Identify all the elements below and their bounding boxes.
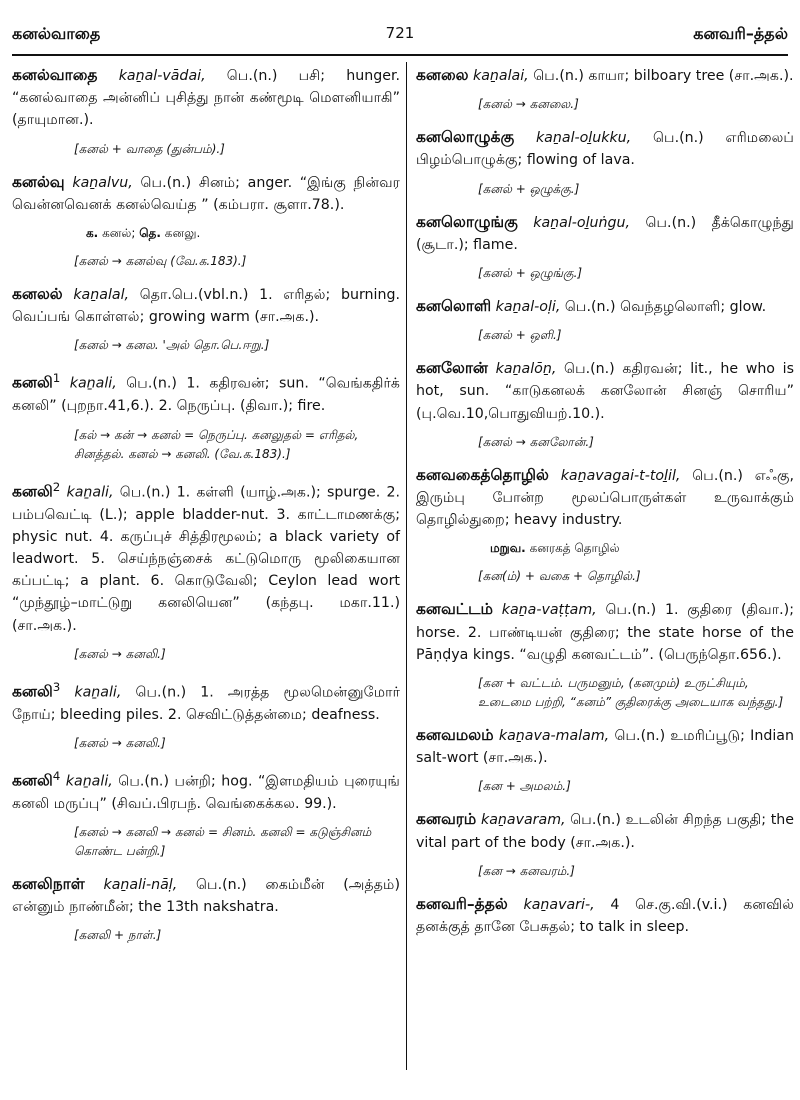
cognate-word: கனல்; (102, 226, 136, 241)
dictionary-entry (12, 765, 400, 815)
etymology-note: [கன + அமலம்.] (478, 779, 571, 794)
definition: பெ.(n.) கதிரவன்; lit., he who is hot, sun. “காடுகனலக் கனலோன் சினஞ் சொரிய” (பு.வெ.10,பொதுவியற்.10.). (416, 361, 794, 422)
definition: பெ.(n.) 1. கதிரவன்; sun. “வெங்கதிர்க் கனலி” (புறநா.41,6.). 2. நெருப்பு. (திவா.); fire. (12, 376, 400, 415)
sense-number: 4 (52, 768, 61, 783)
etymology-note: [கனல் → கனலை.] (478, 97, 579, 112)
dictionary-entry (416, 464, 794, 532)
transliteration: kaṉava-malam, (498, 728, 610, 745)
etymology-note: [கனல் + ஒழுங்கு.] (478, 266, 583, 281)
transliteration: kaṉali, (69, 376, 117, 393)
header-last-word: கனவரி–த்தல் (693, 24, 788, 43)
etymology-note: [கன + வட்டம். பருமனும், (கனமும்) உருட்சியும், உடைமை பற்றி, “கனம்” குதிரைக்கு அடையாக வந்தது.] (478, 676, 784, 710)
headword: கனலி (12, 682, 53, 701)
etymology-note: [கல் → கன் → கனல் = நெருப்பு. கனலுதல் = எரிதல், சினத்தல். கனல் → கனலி. (வே.க.183).] (74, 427, 359, 461)
sense-number: 2 (52, 479, 61, 494)
header-rule (12, 54, 788, 56)
definition: பெ.(n.) பன்றி; hog. “இளமதியம் புரையுங் கனலி மருப்பு” (சிவப்.பிரபந். வெங்கைக்கல. 99.). (12, 773, 400, 812)
etymology-note: [கன(ம்) + வகை + தொழில்.] (478, 569, 641, 584)
definition: பெ.(n.) வெந்தழலொளி; glow. (564, 299, 767, 316)
headword: கனவரம் (416, 810, 477, 829)
headword: கனலொழுக்கு (416, 128, 515, 147)
right-column (416, 64, 794, 946)
definition: பெ.(n.) 1. குதிரை (திவா.); horse. 2. பாண்டியன் குதிரை; the state horse of the Pāṇḍya kings. “வழுதி கனவட்டம்”. (பெருந்தொ.656.). (416, 602, 794, 663)
transliteration: kaṉal-oḻukku, (535, 130, 632, 147)
headword: கனலோன் (416, 359, 488, 378)
dictionary-entry (416, 808, 794, 853)
definition: பெ.(n.) 1. கள்ளி (யாழ்.அக.); spurge. 2. பம்பவெட்டி (L.); apple bladder-nut. 3. காட்டாமணக்கு; physic nut. 4. கருப்புச் சித்திரமூலம்; a black variety of leadwort. 5. செய்ந்நஞ்சைக் கட்டுமொரு மூலிகையான கப்பட்டி; a plant. 6. கொடுவேலி; Ceylon lead wort “முந்தூழ்–மாட்டுறு கனலியென” (கந்தபு. மகா.11.) (சா.அக.). (12, 484, 400, 634)
headword: கனலி (12, 482, 53, 501)
dictionary-entry (12, 64, 400, 132)
transliteration: kaṉali, (74, 684, 122, 701)
dictionary-entry (416, 724, 794, 769)
definition: பெ.(n.) பசி; hunger. “கனல்வாதை அன்னிப் புசித்து நான் கண்மூடி மௌனியாகி” (தாயுமான.). (12, 68, 400, 129)
headword: கனல்வு (12, 172, 65, 191)
dictionary-entry (12, 171, 400, 216)
dictionary-entry (12, 873, 400, 918)
headword: கனலொழுங்கு (416, 212, 518, 231)
transliteration: kaṉa-vaṭṭam, (501, 602, 597, 619)
etymology-note: [கனல் → கனல. 'அல் தொ.பெ.ஈறு.] (74, 338, 270, 353)
definition: பெ.(n.) சினம்; anger. “இங்கு நின்வர வென்னவெனக் கனல்வெய்த ” (கம்பரா. சூளா.78.). (12, 174, 401, 213)
sense-number: 1 (52, 371, 61, 386)
transliteration: kaṉali, (66, 484, 114, 501)
definition: பெ.(n.) தீக்கொழுந்து (சூடா.); flame. (416, 214, 794, 253)
dictionary-entry (416, 295, 794, 318)
headword: கனவமலம் (416, 726, 494, 745)
dictionary-entry (416, 598, 794, 666)
definition: பெ.(n.) உடலின் சிறந்த பகுதி; the vital part of the body (சா.அக.). (416, 812, 795, 851)
sense-number: 3 (52, 679, 61, 694)
definition: பெ.(n.) எரிமலைப் பிழம்பொழுக்கு; flowing of lava. (416, 130, 794, 169)
transliteration: kaṉalai, (473, 68, 529, 84)
headword: கனவகைத்தொழில் (416, 465, 549, 484)
transliteration: kaṉavari-, (523, 896, 595, 913)
definition: பெ.(n.) எஃகு, இரும்பு போன்ற மூலப்பொருள்கள் உருவாக்கும் தொழில்துறை; heavy industry. (416, 467, 794, 529)
headword: கனலிநாள் (12, 875, 85, 893)
headword: கனவரி–த்தல் (416, 894, 508, 913)
transliteration: kaṉavaram, (480, 812, 566, 829)
dictionary-entry (416, 126, 794, 171)
etymology-note: [கனல் → கனலி.] (74, 646, 166, 661)
dictionary-entry (416, 211, 794, 256)
etymology-note: [கனல் + வாதை (துன்பம்).] (74, 141, 225, 156)
transliteration: kaṉalvu, (72, 174, 133, 191)
etymology-note: [கனல் + ஒளி.] (478, 328, 562, 343)
transliteration: kaṉali, (65, 773, 113, 790)
headword: கனலி (12, 771, 53, 790)
transliteration: kaṉal-oḷi, (495, 299, 561, 316)
definition: பெ.(n.) 1. அரத்த மூலமென்னுமோர் நோய்; bleeding piles. 2. செவிட்டுத்தன்மை; deafness. (12, 684, 400, 723)
transliteration: kaṉalōṉ, (495, 361, 557, 378)
etymology-note: [கனலி + நாள்.] (74, 928, 162, 943)
headword: கனலை (416, 66, 469, 84)
headword: கனல்வாதை (12, 66, 98, 84)
etymology-note: [கனல் → கனலோன்.] (478, 434, 594, 449)
headword: கனலி (12, 374, 53, 393)
transliteration: kaṉavagai-t-toḻil, (560, 467, 681, 484)
dictionary-entry (416, 893, 794, 938)
transliteration: kaṉali-nāḷ, (103, 877, 178, 893)
dictionary-entry (12, 283, 400, 328)
definition: பெ.(n.) காயா; bilboary tree (சா.அக.). (533, 68, 794, 84)
etymology-note: [கனல் → கனல்வு (வே.க.183).] (74, 254, 247, 269)
definition: 4 செ.கு.வி.(v.i.) கனவில் தனக்குத் தானே பேசுதல்; to talk in sleep. (416, 896, 795, 936)
cognate-language: மறுவ. (490, 541, 526, 556)
etymology-note: [கனல் → கனலி → கனல் = சினம். கனலி = கடுஞ்சினம் கொண்ட பன்றி.] (74, 825, 372, 858)
dictionary-entry (12, 476, 400, 637)
etymology-note: [கனல் + ஒழுக்கு.] (478, 181, 580, 196)
etymology-note: [கன → கனவரம்.] (478, 863, 575, 878)
headword: கனலொளி (416, 297, 492, 316)
cognate-word: கனலு. (164, 226, 201, 241)
transliteration: kaṉalal, (73, 287, 130, 304)
header-first-word: கனல்வாதை (12, 24, 101, 43)
transliteration: kaṉal-vādai, (118, 68, 206, 84)
headword: கனவட்டம் (416, 600, 493, 619)
dictionary-entry (416, 357, 794, 425)
definition: பெ.(n.) கைம்மீன் (அத்தம்) என்னும் நாண்மீன்; the 13th nakshatra. (12, 877, 400, 916)
definition: பெ.(n.) உமரிப்பூடு; Indian salt-wort (சா.அக.). (416, 728, 794, 767)
running-header (12, 24, 788, 50)
cognate-word: கனரகத் தொழில் (529, 541, 620, 556)
column-divider (406, 62, 407, 1070)
page-number: 721 (385, 24, 415, 42)
dictionary-entry (12, 676, 400, 726)
cognate-language: க. (86, 226, 99, 241)
headword: கனலல் (12, 285, 63, 304)
etymology-note: [கனல் → கனலி.] (74, 735, 166, 750)
transliteration: kaṉal-oḻuṅgu, (533, 214, 631, 231)
cognate-note (490, 539, 794, 557)
left-column (12, 64, 400, 957)
cognate-language: தெ. (139, 226, 161, 241)
definition: தொ.பெ.(vbl.n.) 1. எரிதல்; burning. வெப்பங் கொள்ளல்; growing warm (சா.அக.). (12, 287, 400, 326)
dictionary-entry (12, 367, 400, 417)
dictionary-entry (416, 64, 794, 87)
cognate-note (86, 224, 400, 242)
